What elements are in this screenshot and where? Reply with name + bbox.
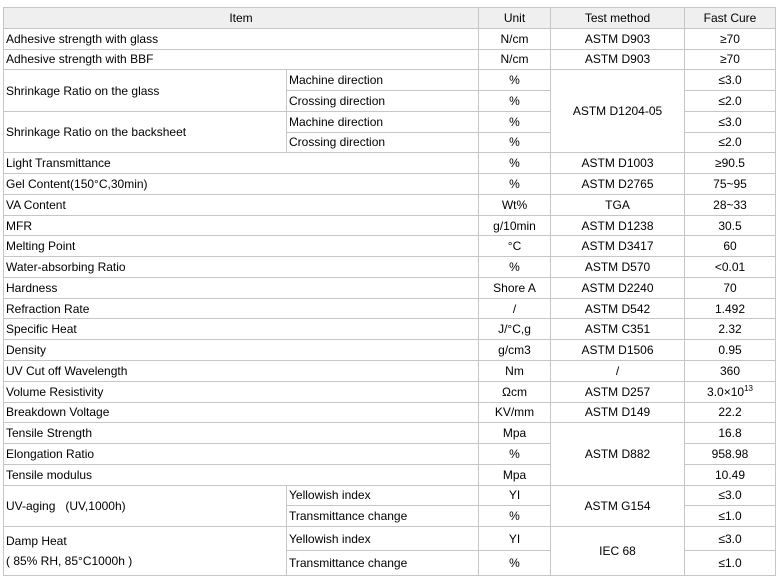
value-cell: <0.01 (685, 257, 776, 278)
item-cell: UV-aging (UV,1000h) (4, 485, 287, 527)
unit-cell: % (479, 132, 551, 153)
header-unit: Unit (479, 8, 551, 29)
value-cell: 10.49 (685, 464, 776, 485)
item-cell: Water-absorbing Ratio (4, 257, 479, 278)
item-cell: Hardness (4, 277, 479, 298)
value-cell: ≤3.0 (685, 111, 776, 132)
table-row (4, 215, 776, 236)
method-cell: ASTM G154 (551, 485, 685, 527)
unit-cell: Nm (479, 361, 551, 382)
method-cell: ASTM D1003 (551, 153, 685, 174)
method-cell: ASTM D1238 (551, 215, 685, 236)
unit-cell: Wt% (479, 194, 551, 215)
method-cell: ASTM D903 (551, 28, 685, 49)
value-cell (685, 381, 776, 402)
item-cell: Breakdown Voltage (4, 402, 479, 423)
subitem-cell: Transmittance change (287, 551, 479, 576)
table-row (4, 381, 776, 402)
value-cell: 30.5 (685, 215, 776, 236)
value-cell: 28~33 (685, 194, 776, 215)
unit-cell: / (479, 298, 551, 319)
item-cell: Refraction Rate (4, 298, 479, 319)
table-row (4, 49, 776, 70)
item-cell: Specific Heat (4, 319, 479, 340)
item-line: Damp Heat (6, 534, 67, 549)
value-cell: 60 (685, 236, 776, 257)
table-row (4, 257, 776, 278)
value-cell: 22.2 (685, 402, 776, 423)
unit-cell: KV/mm (479, 402, 551, 423)
table-row (4, 277, 776, 298)
value-cell: 360 (685, 361, 776, 382)
value-cell: ≤2.0 (685, 91, 776, 112)
header-fast-cure: Fast Cure (685, 8, 776, 29)
value-cell: ≤1.0 (685, 551, 776, 576)
value-base: 3.0×10 (707, 384, 745, 399)
table-row (4, 194, 776, 215)
table-row (4, 361, 776, 382)
value-cell: ≤3.0 (685, 527, 776, 551)
value-cell: ≥70 (685, 28, 776, 49)
method-cell: TGA (551, 194, 685, 215)
item-cell: UV Cut off Wavelength (4, 361, 479, 382)
subitem-cell: Transmittance change (287, 506, 479, 527)
unit-cell: J/°C,g (479, 319, 551, 340)
item-cell: Adhesive strength with glass (4, 28, 479, 49)
value-cell: 16.8 (685, 423, 776, 444)
unit-cell: % (479, 257, 551, 278)
item-cell: MFR (4, 215, 479, 236)
value-cell: 70 (685, 277, 776, 298)
item-cell: VA Content (4, 194, 479, 215)
unit-cell: % (479, 551, 551, 576)
table-row (4, 402, 776, 423)
subitem-cell: Crossing direction (287, 132, 479, 153)
method-cell: ASTM D542 (551, 298, 685, 319)
item-cell: Elongation Ratio (4, 444, 479, 465)
method-cell: ASTM D882 (551, 423, 685, 485)
item-cell: Volume Resistivity (4, 381, 479, 402)
value-cell: ≤3.0 (685, 485, 776, 506)
subitem-cell: Crossing direction (287, 91, 479, 112)
item-cell: Shrinkage Ratio on the glass (4, 70, 287, 112)
unit-cell: Shore A (479, 277, 551, 298)
header-item: Item (4, 8, 479, 29)
table-row (4, 153, 776, 174)
method-cell: ASTM D1204-05 (551, 70, 685, 153)
subitem-cell: Machine direction (287, 111, 479, 132)
unit-cell: Mpa (479, 464, 551, 485)
item-cell: Shrinkage Ratio on the backsheet (4, 111, 287, 153)
table-row (4, 319, 776, 340)
item-cell (4, 527, 287, 576)
value-cell: 1.492 (685, 298, 776, 319)
header-test-method: Test method (551, 8, 685, 29)
table-row (4, 485, 776, 506)
table-row (4, 423, 776, 444)
properties-table (3, 7, 776, 576)
method-cell: ASTM D1506 (551, 340, 685, 361)
unit-cell: % (479, 111, 551, 132)
method-cell: ASTM C351 (551, 319, 685, 340)
value-exponent: 13 (744, 383, 753, 393)
item-cell: Tensile Strength (4, 423, 479, 444)
item-cell: Melting Point (4, 236, 479, 257)
table-row (4, 174, 776, 195)
item-cell: Gel Content(150°C,30min) (4, 174, 479, 195)
unit-cell: % (479, 91, 551, 112)
unit-cell: Mpa (479, 423, 551, 444)
value-cell: ≤2.0 (685, 132, 776, 153)
table-row (4, 340, 776, 361)
table-row (4, 28, 776, 49)
value-cell: 2.32 (685, 319, 776, 340)
unit-cell: N/cm (479, 28, 551, 49)
subitem-cell: Yellowish index (287, 527, 479, 551)
item-cell: Tensile modulus (4, 464, 479, 485)
table-row (4, 236, 776, 257)
value-cell: ≤3.0 (685, 70, 776, 91)
item-line: ( 85% RH, 85°C1000h ) (6, 554, 133, 569)
item-cell: Adhesive strength with BBF (4, 49, 479, 70)
value-cell: ≥70 (685, 49, 776, 70)
table-row (4, 527, 776, 551)
unit-cell: % (479, 70, 551, 91)
method-cell: ASTM D149 (551, 402, 685, 423)
unit-cell: YI (479, 485, 551, 506)
subitem-cell: Machine direction (287, 70, 479, 91)
unit-cell: °C (479, 236, 551, 257)
method-cell: IEC 68 (551, 527, 685, 576)
value-cell: 0.95 (685, 340, 776, 361)
header-row (4, 8, 776, 29)
unit-cell: g/10min (479, 215, 551, 236)
item-cell: Density (4, 340, 479, 361)
unit-cell: % (479, 444, 551, 465)
method-cell: ASTM D3417 (551, 236, 685, 257)
unit-cell: % (479, 506, 551, 527)
method-cell: / (551, 361, 685, 382)
unit-cell: YI (479, 527, 551, 551)
table-row (4, 298, 776, 319)
unit-cell: % (479, 153, 551, 174)
unit-cell: g/cm3 (479, 340, 551, 361)
value-cell: 75~95 (685, 174, 776, 195)
unit-cell: Ωcm (479, 381, 551, 402)
method-cell: ASTM D2765 (551, 174, 685, 195)
table-row (4, 70, 776, 91)
method-cell: ASTM D2240 (551, 277, 685, 298)
value-cell: 958.98 (685, 444, 776, 465)
unit-cell: N/cm (479, 49, 551, 70)
method-cell: ASTM D570 (551, 257, 685, 278)
item-cell: Light Transmittance (4, 153, 479, 174)
method-cell: ASTM D257 (551, 381, 685, 402)
subitem-cell: Yellowish index (287, 485, 479, 506)
method-cell: ASTM D903 (551, 49, 685, 70)
value-cell: ≤1.0 (685, 506, 776, 527)
value-cell: ≥90.5 (685, 153, 776, 174)
unit-cell: % (479, 174, 551, 195)
